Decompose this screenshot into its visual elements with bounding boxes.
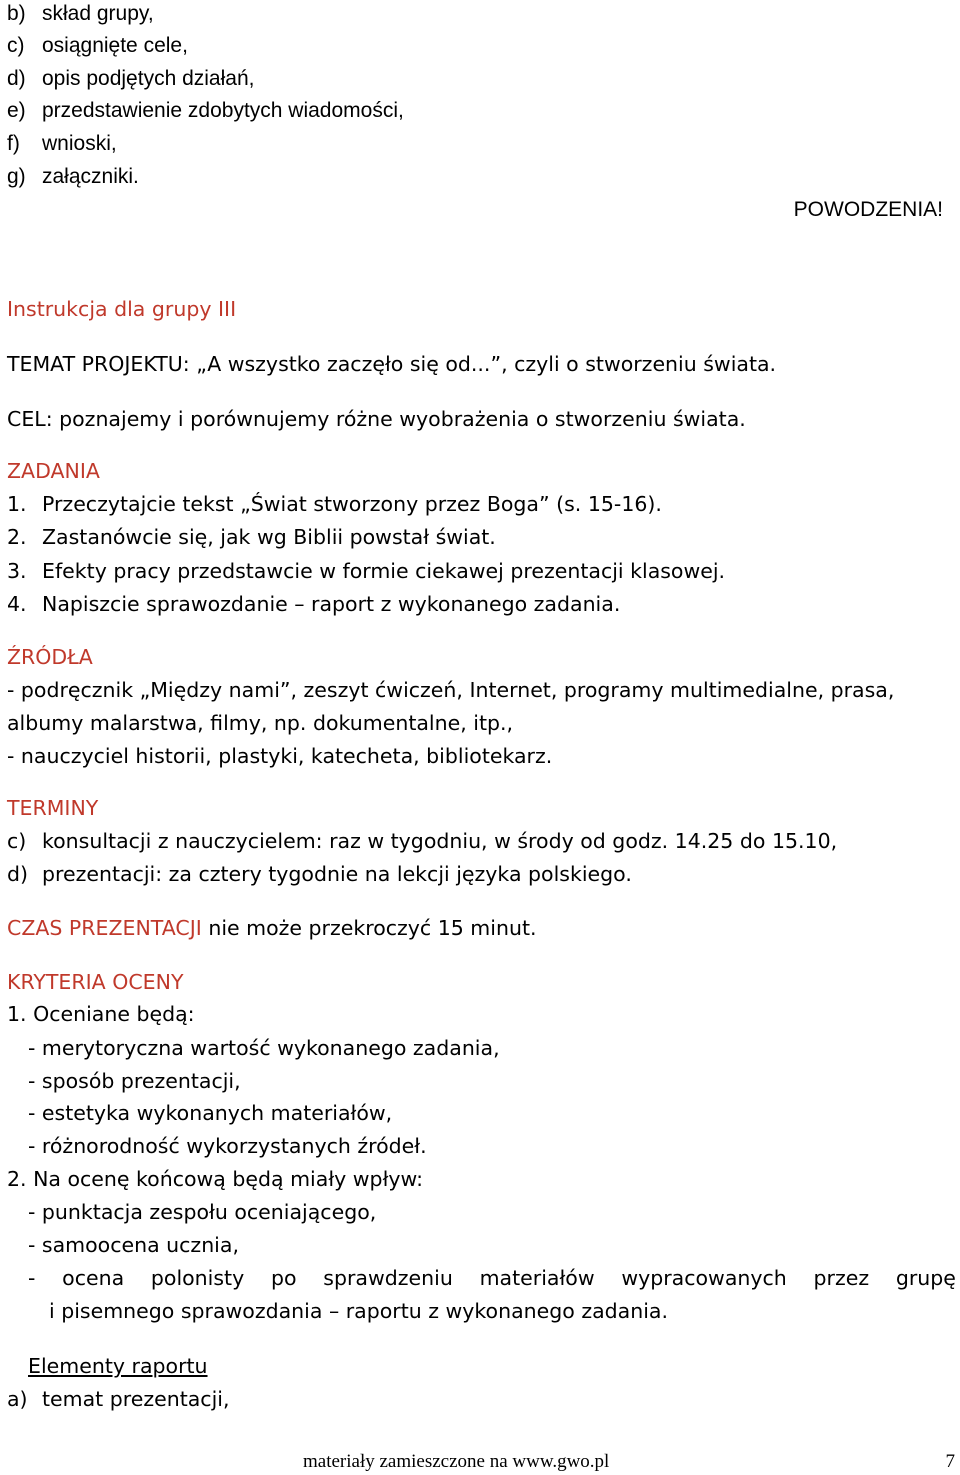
project-goal: CEL: poznajemy i porównujemy różne wyobrażenia o stworzeniu świata.: [7, 407, 746, 431]
presentation-time: CZAS PREZENTACJI nie może przekroczyć 15 minut.: [7, 916, 537, 940]
criteria-point: 2. Na ocenę końcową będą miały wpływ:: [7, 1167, 424, 1191]
criteria-item: - różnorodność wykorzystanych źródeł.: [28, 1134, 427, 1158]
project-topic: TEMAT PROJEKTU: „A wszystko zaczęło się od...”, czyli o stworzeniu świata.: [7, 352, 777, 376]
tasks-heading: ZADANIA: [7, 459, 100, 483]
sources-line: - podręcznik „Między nami”, zeszyt ćwiczeń, Internet, programy multimedialne, prasa,: [7, 678, 895, 702]
page-number: 7: [945, 1451, 955, 1472]
deadlines-heading: TERMINY: [7, 796, 99, 820]
list-item: g) załączniki.: [7, 165, 139, 188]
sources-heading: ŹRÓDŁA: [7, 645, 93, 669]
sources-line: albumy malarstwa, filmy, np. dokumentalne, itp.,: [7, 711, 514, 735]
criteria-item: - sposób prezentacji,: [28, 1069, 241, 1093]
list-item: b) skład grupy,: [7, 2, 154, 25]
list-item: e) przedstawienie zdobytych wiadomości,: [7, 99, 404, 122]
criteria-point: 1. Oceniane będą:: [7, 1002, 195, 1026]
task-item: 3. Efekty pracy przedstawcie w formie ciekawej prezentacji klasowej.: [7, 559, 726, 583]
criteria-heading: KRYTERIA OCENY: [7, 970, 184, 994]
closing-wish: POWODZENIA!: [793, 198, 943, 221]
list-item: d) opis podjętych działań,: [7, 67, 255, 90]
criteria-item: - merytoryczna wartość wykonanego zadania,: [28, 1036, 500, 1060]
list-item: f) wnioski,: [7, 132, 117, 155]
report-element-item: a) temat prezentacji,: [7, 1387, 230, 1411]
goal-label: CEL:: [7, 407, 53, 431]
topic-label: TEMAT PROJEKTU:: [7, 352, 190, 376]
report-elements-heading: Elementy raportu: [28, 1354, 208, 1378]
criteria-item-justified: - ocena polonisty po sprawdzeniu materiałów wypracowanych przez grupę: [28, 1266, 956, 1290]
presentation-time-label: CZAS PREZENTACJI: [7, 916, 202, 940]
task-item: 4. Napiszcie sprawozdanie – raport z wykonanego zadania.: [7, 592, 621, 616]
criteria-item: - samoocena ucznia,: [28, 1233, 239, 1257]
deadline-item: c) konsultacji z nauczycielem: raz w tygodniu, w środy od godz. 14.25 do 15.10,: [7, 829, 838, 853]
criteria-item-continuation: i pisemnego sprawozdania – raportu z wykonanego zadania.: [49, 1299, 668, 1323]
task-item: 2. Zastanówcie się, jak wg Biblii powstał świat.: [7, 525, 496, 549]
criteria-item: - estetyka wykonanych materiałów,: [28, 1101, 393, 1125]
criteria-item: - punktacja zespołu oceniającego,: [28, 1200, 377, 1224]
deadline-item: d) prezentacji: za cztery tygodnie na lekcji języka polskiego.: [7, 862, 632, 886]
section-heading: Instrukcja dla grupy III: [7, 297, 237, 321]
footer-source: materiały zamieszczone na www.gwo.pl: [303, 1451, 610, 1472]
sources-line: - nauczyciel historii, plastyki, katecheta, bibliotekarz.: [7, 744, 553, 768]
task-item: 1. Przeczytajcie tekst „Świat stworzony przez Boga” (s. 15-16).: [7, 492, 662, 516]
list-item: c) osiągnięte cele,: [7, 34, 188, 57]
